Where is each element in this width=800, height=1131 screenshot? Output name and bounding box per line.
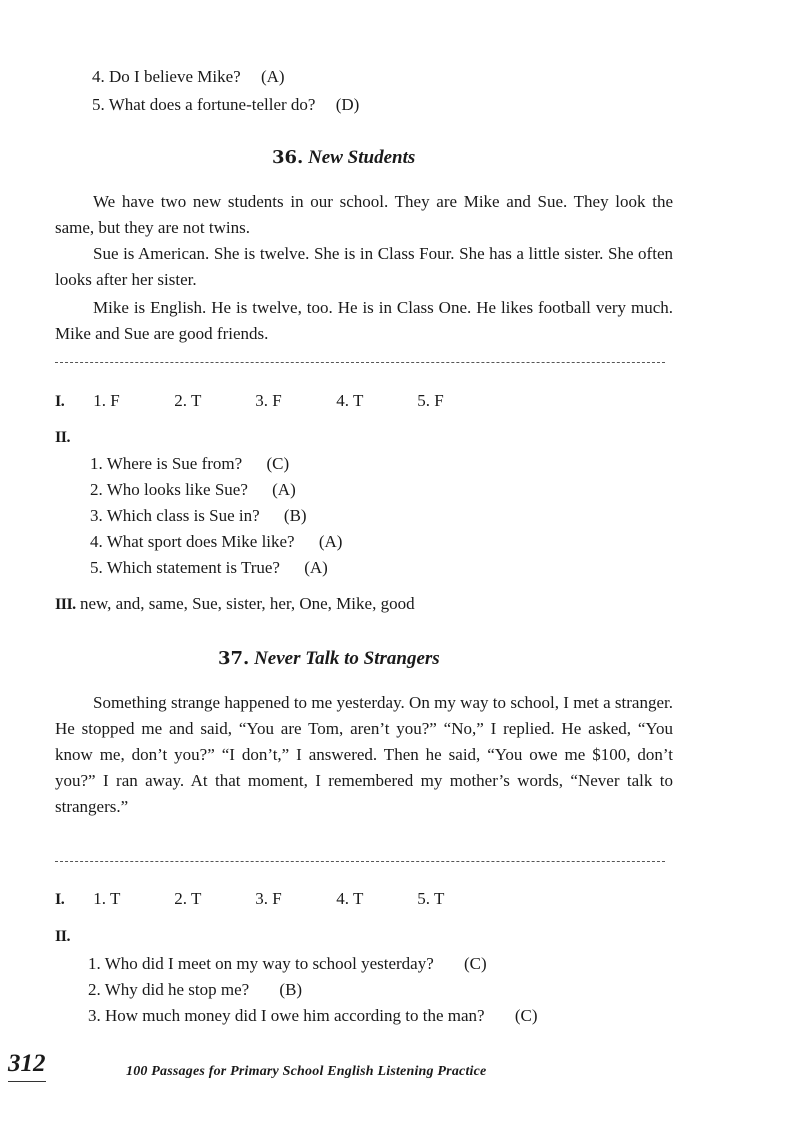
tf-answer: 5. T (417, 889, 445, 908)
question-number: 2. (90, 480, 103, 499)
part-label: I. (55, 393, 65, 410)
question-text: Which class is Sue in? (106, 506, 260, 525)
question-text: What does a fortune-teller do? (108, 95, 316, 114)
question-answer: (C) (514, 1006, 538, 1025)
question-answer: (C) (266, 454, 290, 473)
question-answer: (C) (464, 954, 487, 973)
passage-37-question-3 (88, 1003, 538, 1029)
passage-36-paragraph-1: We have two new students in our school. They are Mike and Sue. They look the same, but they are not twins. (55, 192, 673, 237)
question-text: What sport does Mike like? (106, 532, 295, 551)
question-number: 5. (92, 95, 105, 114)
question-number: 3. (90, 506, 103, 525)
question-number: 4. (90, 532, 103, 551)
question-answer: (B) (279, 980, 303, 999)
part-label: I. (55, 891, 65, 908)
part3-answer-text: new, and, same, Sue, sister, her, One, Mike, good (79, 594, 415, 613)
passage-37-question-1 (88, 951, 487, 977)
passage-37-question-2 (88, 977, 302, 1003)
passage-36-question-2 (90, 477, 296, 503)
question-answer: (A) (304, 558, 328, 577)
tf-answer: 4. T (336, 391, 364, 410)
divider (55, 861, 665, 862)
prev-question-4 (92, 64, 285, 90)
question-answer: (A) (318, 532, 343, 551)
question-answer: (A) (272, 480, 296, 499)
question-number: 3. (88, 1006, 101, 1025)
prev-question-5 (92, 92, 359, 118)
question-answer: (A) (260, 67, 285, 86)
passage-36-true-false (55, 388, 498, 415)
question-text: Do I believe Mike? (109, 67, 241, 86)
tf-answer: 1. T (93, 889, 121, 908)
question-answer: (D) (335, 95, 360, 114)
question-number: 2. (88, 980, 101, 999)
passage-36-paragraph-2: Sue is American. She is twelve. She is in Class Four. She has a little sister. She often looks after her sister. (55, 244, 673, 289)
question-number: 4. (92, 67, 105, 86)
question-text: How much money did I owe him according to the man? (105, 1006, 485, 1025)
question-text: Who looks like Sue? (106, 480, 248, 499)
page-number: 312 (8, 1050, 46, 1077)
passage-title: Never Talk to Strangers (254, 648, 440, 669)
passage-37-part2-label: II. (55, 928, 70, 945)
passage-36-title (272, 147, 415, 169)
passage-36-part2-label: II. (55, 429, 70, 446)
passage-number: 37. (218, 648, 250, 669)
question-number: 1. (88, 954, 101, 973)
passage-36-part3 (55, 591, 415, 618)
tf-answer: 2. T (174, 889, 202, 908)
tf-answer: 2. T (174, 391, 202, 410)
book-title: 100 Passages for Primary School English Listening Practice (126, 1064, 487, 1079)
tf-answer: 1. F (93, 391, 120, 410)
passage-37-title (218, 648, 440, 670)
divider (55, 362, 665, 363)
tf-answer: 3. F (255, 391, 282, 410)
passage-37-true-false (55, 886, 498, 913)
part-label: III. (55, 596, 76, 613)
question-text: Why did he stop me? (104, 980, 250, 999)
question-number: 1. (90, 454, 103, 473)
passage-36-question-5 (90, 555, 328, 581)
question-text: Which statement is True? (106, 558, 280, 577)
tf-answer: 5. F (417, 391, 444, 410)
page-number-underline (8, 1081, 46, 1082)
passage-title: New Students (308, 147, 416, 168)
question-text: Where is Sue from? (106, 454, 243, 473)
passage-36-question-1 (90, 451, 289, 477)
tf-answer: 3. F (255, 889, 282, 908)
question-number: 5. (90, 558, 103, 577)
passage-number: 36. (272, 147, 304, 168)
passage-37-paragraph: Something strange happened to me yesterday. On my way to school, I met a stranger. He stopped me and said, “You are Tom, aren’t you?” “No,” I replied. He asked, “You know me, don’t you?” “I don’t,” I answered. Then he said, “You owe me $100, don’t you?” I ran away. At that moment, I remembered my mother’s words, “Never talk to strangers.” (55, 693, 673, 816)
question-text: Who did I meet on my way to school yesterday? (104, 954, 434, 973)
tf-answer: 4. T (336, 889, 364, 908)
question-answer: (B) (283, 506, 307, 525)
passage-36-paragraph-3: Mike is English. He is twelve, too. He is in Class One. He likes football very much. Mike and Sue are good friends. (55, 298, 673, 343)
passage-36-question-4 (90, 529, 342, 555)
passage-36-question-3 (90, 503, 307, 529)
